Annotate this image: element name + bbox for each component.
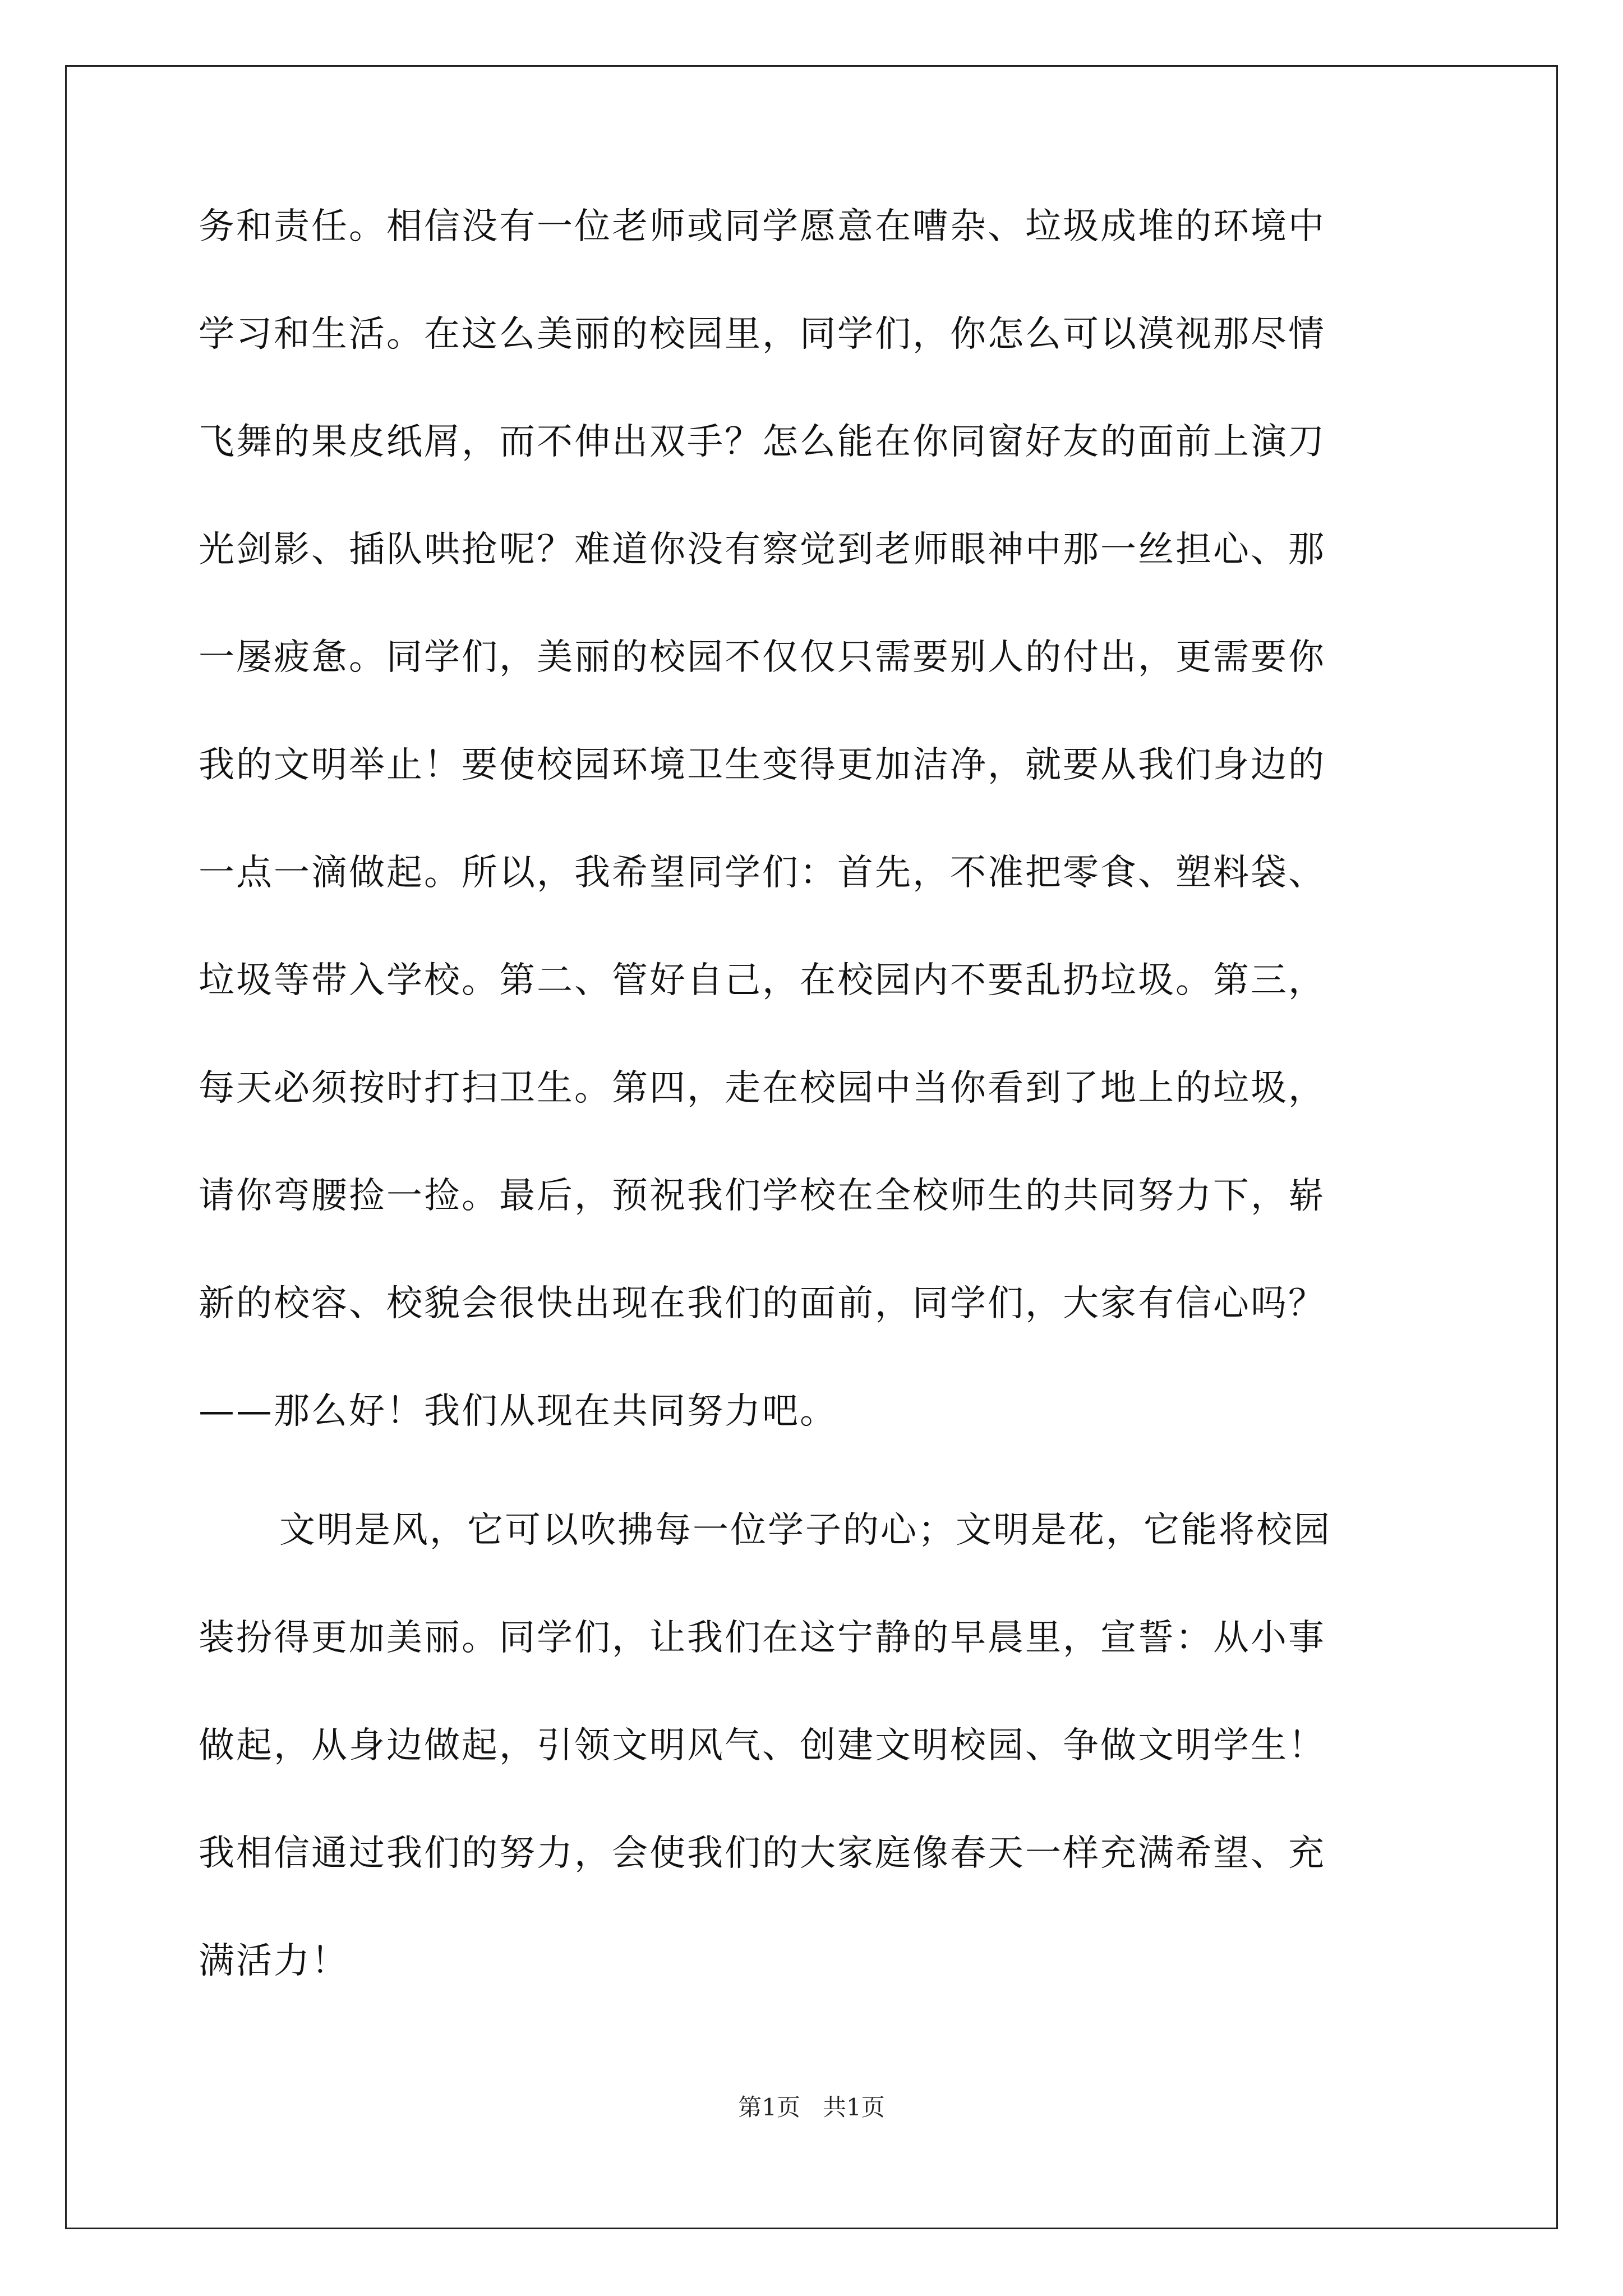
- text-line: 务和责任。相信没有一位老师或同学愿意在嘈杂、垃圾成堆的环境中: [199, 206, 1326, 247]
- text-line: 学习和生活。在这么美丽的校园里，同学们，你怎么可以漠视那尽情: [199, 314, 1326, 355]
- text-line: 我的文明举止！要使校园环境卫生变得更加洁净，就要从我们身边的: [199, 744, 1326, 786]
- text-line: 做起，从身边做起，引领文明风气、创建文明校园、争做文明学生！: [199, 1725, 1326, 1766]
- text-line: 文明是风，它可以吹拂每一位学子的心；文明是花，它能将校园: [279, 1510, 1331, 1551]
- text-line: 满活力！: [199, 1940, 349, 1982]
- text-line: 一点一滴做起。所以，我希望同学们：首先，不准把零食、塑料袋、: [199, 852, 1326, 894]
- text-line: 我相信通过我们的努力，会使我们的大家庭像春天一样充满希望、充: [199, 1833, 1326, 1874]
- text-line: ——那么好！我们从现在共同努力吧。: [199, 1391, 837, 1432]
- text-line: 装扮得更加美丽。同学们，让我们在这宁静的早晨里，宣誓：从小事: [199, 1617, 1326, 1659]
- text-line: 每天必须按时打扫卫生。第四，走在校园中当你看到了地上的垃圾，: [199, 1068, 1326, 1109]
- text-line: 光剑影、插队哄抢呢？难道你没有察觉到老师眼神中那一丝担心、那: [199, 529, 1326, 570]
- page-number-total: 共1页: [823, 2093, 885, 2121]
- page-footer: [0, 2093, 1623, 2122]
- text-line: 飞舞的果皮纸屑，而不伸出双手？怎么能在你同窗好友的面前上演刀: [199, 421, 1326, 463]
- text-line: 垃圾等带入学校。第二、管好自己，在校园内不要乱扔垃圾。第三，: [199, 960, 1326, 1001]
- page-number-current: 第1页: [738, 2093, 800, 2121]
- text-line: 新的校容、校貌会很快出现在我们的面前，同学们，大家有信心吗？: [199, 1283, 1326, 1324]
- text-line: 一屡疲惫。同学们，美丽的校园不仅仅只需要别人的付出，更需要你: [199, 637, 1326, 678]
- text-line: 请你弯腰捡一捡。最后，预祝我们学校在全校师生的共同努力下，崭: [199, 1175, 1326, 1217]
- document-body: [199, 203, 1438, 2045]
